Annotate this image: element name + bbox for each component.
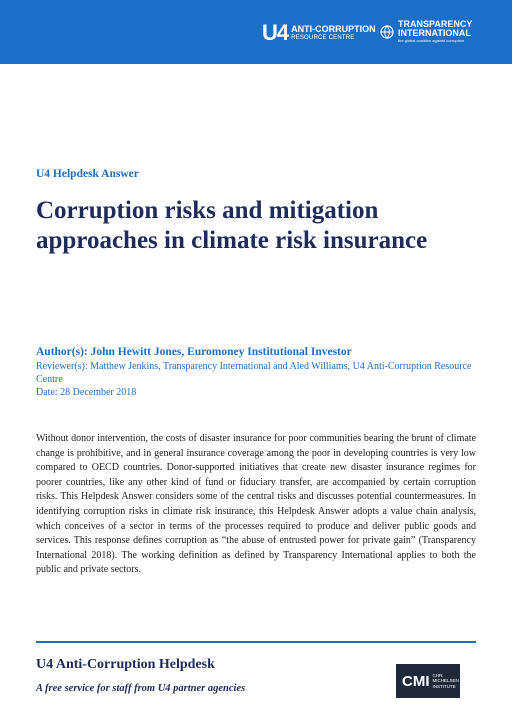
u4-logo bbox=[262, 20, 376, 46]
u4-logo-mark: U4 bbox=[262, 20, 289, 45]
document-type-label: U4 Helpdesk Answer bbox=[36, 168, 139, 180]
ti-logo-line1: TRANSPARENCY bbox=[398, 19, 473, 29]
cmi-logo bbox=[396, 664, 460, 698]
footer-divider bbox=[36, 641, 476, 643]
globe-icon bbox=[380, 25, 394, 39]
cmi-logo-mark: CMI bbox=[402, 672, 430, 690]
u4-logo-line1: ANTI-CORRUPTION bbox=[291, 24, 376, 34]
u4-logo-line2: RESOURCE CENTRE bbox=[291, 35, 355, 41]
cmi-logo-line3: INSTITUTE bbox=[432, 683, 456, 689]
footer-subtitle: A free service for staff from U4 partner agencies bbox=[36, 683, 246, 694]
footer-title: U4 Anti-Corruption Helpdesk bbox=[36, 657, 215, 672]
publication-date: Date: 28 December 2018 bbox=[36, 387, 137, 398]
authors: Author(s): John Hewitt Jones, Euromoney Institutional Investor bbox=[36, 346, 352, 358]
cmi-logo-line1: CHR. bbox=[432, 672, 444, 678]
abstract: Without donor intervention, the costs of disaster insurance for poor communities bearing the brunt of climate change is prohibitive, and in general insurance coverage among the poor in developing countries is very low compared to OECD countries. Donor-supported initiatives that create new disaster insurance regimes for poorer countries, like any other kind of fund or fiduciary transfer, are accompanied by certain corruption risks. This Helpdesk Answer considers some of the central risks and discusses potential countermeasures. In identifying corruption risks in climate risk insurance, this Helpdesk Answer adopts a value chain analysis, which conceives of a sector in terms of the processes required to produce and deliver public goods and services. This response defines corruption as “the abuse of entrusted power for private gain” (Transparency International 2018). The working definition as defined by Transparency International applies to both the public and private sectors. bbox=[36, 433, 476, 576]
header-bar bbox=[0, 0, 512, 64]
ti-logo-tagline: the global coalition against corruption bbox=[398, 38, 465, 43]
document-title: Corruption risks and mitigation approaches in climate risk insurance bbox=[36, 197, 428, 254]
transparency-international-logo bbox=[380, 20, 472, 44]
ti-logo-line2: INTERNATIONAL bbox=[398, 28, 471, 38]
cmi-logo-line2: MICHELSEN bbox=[432, 678, 459, 684]
document-meta bbox=[36, 344, 476, 399]
reviewers: Reviewer(s): Matthew Jenkins, Transparency International and Aled Williams, U4 Anti-Corruption Resource Centre bbox=[36, 361, 472, 385]
